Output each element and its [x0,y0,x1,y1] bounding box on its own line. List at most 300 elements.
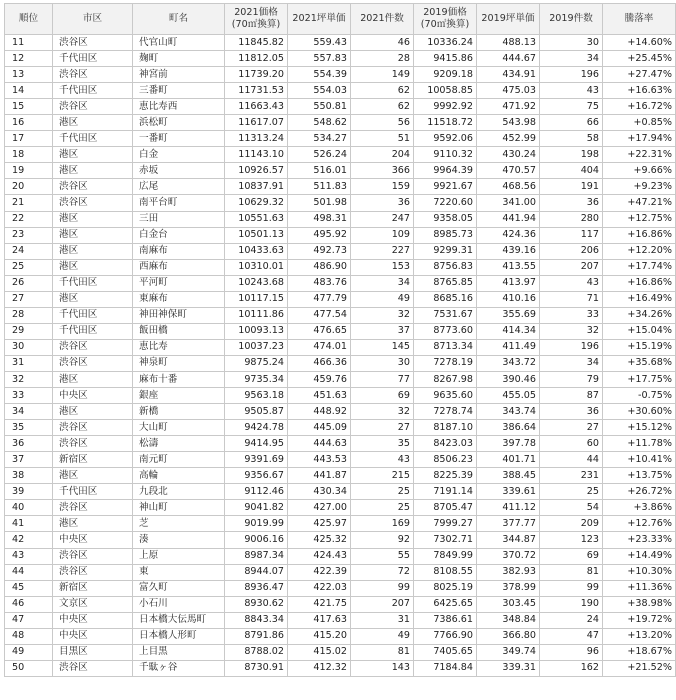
cell-count-2019: 36 [540,404,603,420]
table-body [5,35,676,677]
cell-change-rate: +16.72% [603,99,676,115]
cell-tsubo-2021: 425.97 [288,516,351,532]
cell-price-2019: 11518.72 [414,115,477,131]
cell-tsubo-2021: 511.83 [288,179,351,195]
cell-tsubo-2021: 422.03 [288,580,351,596]
cell-tsubo-2019: 343.72 [477,355,540,371]
table-row [5,420,676,436]
cell-count-2019: 54 [540,500,603,516]
cell-ward: 千代田区 [53,51,133,67]
cell-town: 浜松町 [133,115,225,131]
cell-ward: 千代田区 [53,275,133,291]
cell-rank: 39 [5,484,53,500]
cell-ward: 千代田区 [53,131,133,147]
cell-tsubo-2021: 534.27 [288,131,351,147]
cell-town: 白金 [133,147,225,163]
cell-price-2021: 9041.82 [225,500,288,516]
cell-count-2021: 28 [351,51,414,67]
cell-tsubo-2021: 443.53 [288,452,351,468]
cell-rank: 50 [5,660,53,676]
cell-rank: 37 [5,452,53,468]
cell-change-rate: +3.86% [603,500,676,516]
cell-town: 代官山町 [133,35,225,51]
cell-ward: 渋谷区 [53,436,133,452]
cell-change-rate: +14.60% [603,35,676,51]
cell-ward: 港区 [53,259,133,275]
cell-rank: 22 [5,211,53,227]
cell-ward: 中央区 [53,612,133,628]
column-header-label: 騰落率 [624,13,654,24]
column-header-rank [5,4,53,35]
cell-count-2021: 55 [351,548,414,564]
cell-change-rate: +12.76% [603,516,676,532]
cell-count-2019: 43 [540,83,603,99]
cell-price-2021: 10111.86 [225,307,288,323]
cell-town: 恵比寿西 [133,99,225,115]
cell-town: 恵比寿 [133,339,225,355]
cell-change-rate: +23.33% [603,532,676,548]
cell-price-2021: 8987.34 [225,548,288,564]
cell-price-2021: 11731.53 [225,83,288,99]
cell-count-2021: 247 [351,211,414,227]
cell-tsubo-2021: 451.63 [288,388,351,404]
cell-tsubo-2021: 483.76 [288,275,351,291]
table-row [5,307,676,323]
cell-price-2019: 7184.84 [414,660,477,676]
cell-count-2019: 231 [540,468,603,484]
cell-count-2019: 99 [540,580,603,596]
cell-tsubo-2019: 452.99 [477,131,540,147]
cell-count-2019: 43 [540,275,603,291]
cell-price-2019: 7405.65 [414,644,477,660]
cell-ward: 渋谷区 [53,660,133,676]
table-row [5,436,676,452]
cell-change-rate: +0.85% [603,115,676,131]
table-row [5,323,676,339]
cell-change-rate: +30.60% [603,404,676,420]
cell-change-rate: +12.75% [603,211,676,227]
column-header-label: 2021件数 [360,13,404,24]
cell-count-2021: 30 [351,355,414,371]
cell-count-2021: 159 [351,179,414,195]
cell-town: 上目黒 [133,644,225,660]
cell-ward: 中央区 [53,532,133,548]
cell-count-2021: 46 [351,35,414,51]
cell-tsubo-2021: 501.98 [288,195,351,211]
cell-count-2019: 75 [540,99,603,115]
cell-price-2021: 9424.78 [225,420,288,436]
table-row [5,452,676,468]
cell-ward: 渋谷区 [53,179,133,195]
cell-ward: 渋谷区 [53,195,133,211]
column-header-sublabel: (70㎡換算) [231,19,281,30]
cell-count-2021: 366 [351,163,414,179]
cell-town: 南麻布 [133,243,225,259]
cell-change-rate: +17.75% [603,371,676,387]
cell-town: 日本橋大伝馬町 [133,612,225,628]
cell-change-rate: +18.67% [603,644,676,660]
cell-change-rate: +13.75% [603,468,676,484]
cell-tsubo-2019: 410.16 [477,291,540,307]
table-row [5,147,676,163]
cell-count-2021: 25 [351,484,414,500]
table-row [5,227,676,243]
cell-town: 赤坂 [133,163,225,179]
cell-price-2021: 10926.57 [225,163,288,179]
cell-change-rate: +27.47% [603,67,676,83]
cell-town: 小石川 [133,596,225,612]
cell-price-2021: 11845.82 [225,35,288,51]
cell-town: 飯田橋 [133,323,225,339]
cell-count-2019: 33 [540,307,603,323]
cell-price-2019: 9415.86 [414,51,477,67]
cell-count-2019: 280 [540,211,603,227]
cell-tsubo-2021: 526.24 [288,147,351,163]
cell-count-2019: 44 [540,452,603,468]
cell-town: 九段北 [133,484,225,500]
column-header-change-rate [603,4,676,35]
cell-town: 神宮前 [133,67,225,83]
cell-price-2019: 8506.23 [414,452,477,468]
cell-price-2021: 9356.67 [225,468,288,484]
cell-count-2019: 196 [540,67,603,83]
cell-count-2021: 56 [351,115,414,131]
cell-price-2019: 8267.98 [414,371,477,387]
cell-price-2021: 9414.95 [225,436,288,452]
table-row [5,580,676,596]
cell-tsubo-2019: 455.05 [477,388,540,404]
cell-tsubo-2019: 341.00 [477,195,540,211]
cell-tsubo-2021: 425.32 [288,532,351,548]
cell-town: 神田神保町 [133,307,225,323]
column-header-price-2019 [414,4,477,35]
table-row [5,179,676,195]
cell-ward: 港区 [53,468,133,484]
cell-count-2019: 123 [540,532,603,548]
cell-count-2019: 27 [540,420,603,436]
cell-rank: 44 [5,564,53,580]
cell-change-rate: +17.74% [603,259,676,275]
cell-town: 平河町 [133,275,225,291]
cell-town: 千駄ヶ谷 [133,660,225,676]
cell-change-rate: +35.68% [603,355,676,371]
cell-rank: 11 [5,35,53,51]
column-header-label: 2021価格 [234,7,278,18]
cell-tsubo-2019: 343.74 [477,404,540,420]
cell-count-2019: 60 [540,436,603,452]
table-row [5,596,676,612]
cell-price-2019: 7220.60 [414,195,477,211]
cell-town: 三田 [133,211,225,227]
cell-change-rate: +21.52% [603,660,676,676]
cell-ward: 渋谷区 [53,548,133,564]
cell-tsubo-2021: 424.43 [288,548,351,564]
cell-tsubo-2021: 548.62 [288,115,351,131]
cell-count-2021: 207 [351,596,414,612]
cell-town: 日本橋人形町 [133,628,225,644]
cell-town: 神泉町 [133,355,225,371]
cell-price-2019: 9592.06 [414,131,477,147]
cell-tsubo-2021: 476.65 [288,323,351,339]
cell-count-2021: 43 [351,452,414,468]
table-row [5,339,676,355]
cell-town: 銀座 [133,388,225,404]
column-header-town [133,4,225,35]
cell-price-2019: 8765.85 [414,275,477,291]
cell-town: 大山町 [133,420,225,436]
cell-town: 広尾 [133,179,225,195]
cell-count-2021: 227 [351,243,414,259]
cell-count-2019: 96 [540,644,603,660]
cell-town: 神山町 [133,500,225,516]
cell-tsubo-2019: 390.46 [477,371,540,387]
cell-tsubo-2019: 470.57 [477,163,540,179]
cell-tsubo-2021: 441.87 [288,468,351,484]
cell-tsubo-2019: 430.24 [477,147,540,163]
cell-count-2021: 81 [351,644,414,660]
cell-tsubo-2021: 495.92 [288,227,351,243]
cell-price-2021: 10037.23 [225,339,288,355]
cell-ward: 港区 [53,227,133,243]
cell-ward: 港区 [53,404,133,420]
table-row [5,291,676,307]
cell-count-2021: 31 [351,612,414,628]
cell-ward: 渋谷区 [53,339,133,355]
cell-price-2019: 8713.34 [414,339,477,355]
cell-tsubo-2019: 348.84 [477,612,540,628]
cell-rank: 30 [5,339,53,355]
cell-price-2019: 8187.10 [414,420,477,436]
cell-price-2021: 9735.34 [225,371,288,387]
cell-tsubo-2019: 471.92 [477,99,540,115]
cell-count-2021: 37 [351,323,414,339]
cell-count-2021: 72 [351,564,414,580]
cell-tsubo-2021: 417.63 [288,612,351,628]
cell-rank: 21 [5,195,53,211]
cell-tsubo-2019: 439.16 [477,243,540,259]
cell-tsubo-2019: 434.91 [477,67,540,83]
table-row [5,371,676,387]
cell-change-rate: +15.04% [603,323,676,339]
cell-price-2021: 10629.32 [225,195,288,211]
cell-rank: 16 [5,115,53,131]
cell-town: 芝 [133,516,225,532]
cell-rank: 13 [5,67,53,83]
cell-tsubo-2021: 516.01 [288,163,351,179]
cell-change-rate: +16.86% [603,227,676,243]
cell-town: 新橋 [133,404,225,420]
cell-price-2019: 7386.61 [414,612,477,628]
cell-count-2021: 49 [351,291,414,307]
cell-price-2021: 8730.91 [225,660,288,676]
cell-town: 湊 [133,532,225,548]
cell-rank: 18 [5,147,53,163]
cell-price-2019: 8985.73 [414,227,477,243]
ranking-table [4,3,676,677]
cell-count-2019: 69 [540,548,603,564]
cell-price-2021: 10243.68 [225,275,288,291]
cell-count-2021: 34 [351,275,414,291]
cell-ward: 港区 [53,371,133,387]
cell-tsubo-2019: 411.12 [477,500,540,516]
cell-price-2019: 8423.03 [414,436,477,452]
cell-tsubo-2019: 303.45 [477,596,540,612]
cell-town: 麹町 [133,51,225,67]
cell-price-2019: 7999.27 [414,516,477,532]
cell-count-2019: 404 [540,163,603,179]
cell-change-rate: +15.19% [603,339,676,355]
table-row [5,355,676,371]
cell-change-rate: +19.72% [603,612,676,628]
cell-tsubo-2021: 550.81 [288,99,351,115]
cell-tsubo-2019: 411.49 [477,339,540,355]
cell-price-2021: 11143.10 [225,147,288,163]
cell-price-2021: 10310.01 [225,259,288,275]
cell-tsubo-2021: 448.92 [288,404,351,420]
cell-change-rate: +10.30% [603,564,676,580]
cell-tsubo-2021: 445.09 [288,420,351,436]
cell-tsubo-2019: 401.71 [477,452,540,468]
cell-tsubo-2021: 559.43 [288,35,351,51]
table-row [5,500,676,516]
cell-town: 富久町 [133,580,225,596]
cell-change-rate: +17.94% [603,131,676,147]
cell-tsubo-2021: 477.54 [288,307,351,323]
table-row [5,83,676,99]
cell-ward: 渋谷区 [53,420,133,436]
cell-price-2021: 10093.13 [225,323,288,339]
cell-tsubo-2021: 422.39 [288,564,351,580]
cell-tsubo-2021: 498.31 [288,211,351,227]
table-row [5,564,676,580]
cell-price-2021: 10551.63 [225,211,288,227]
cell-count-2021: 62 [351,99,414,115]
cell-rank: 29 [5,323,53,339]
column-header-sublabel: (70㎡換算) [420,19,470,30]
cell-count-2019: 30 [540,35,603,51]
cell-town: 一番町 [133,131,225,147]
cell-tsubo-2019: 413.97 [477,275,540,291]
cell-count-2019: 87 [540,388,603,404]
cell-price-2021: 11739.20 [225,67,288,83]
column-header-label: 2019坪単価 [481,13,535,24]
cell-ward: 港区 [53,516,133,532]
cell-rank: 46 [5,596,53,612]
cell-town: 麻布十番 [133,371,225,387]
cell-count-2019: 34 [540,51,603,67]
table-row [5,67,676,83]
cell-price-2019: 10058.85 [414,83,477,99]
cell-ward: 中央区 [53,628,133,644]
cell-price-2019: 9110.32 [414,147,477,163]
cell-rank: 33 [5,388,53,404]
cell-ward: 港区 [53,115,133,131]
cell-tsubo-2021: 492.73 [288,243,351,259]
cell-tsubo-2019: 339.61 [477,484,540,500]
cell-change-rate: +16.63% [603,83,676,99]
cell-price-2021: 8930.62 [225,596,288,612]
cell-tsubo-2021: 477.79 [288,291,351,307]
cell-town: 高輪 [133,468,225,484]
cell-town: 西麻布 [133,259,225,275]
cell-rank: 24 [5,243,53,259]
table-row [5,660,676,676]
cell-count-2019: 32 [540,323,603,339]
table-row [5,99,676,115]
cell-price-2021: 9505.87 [225,404,288,420]
cell-price-2021: 9019.99 [225,516,288,532]
cell-count-2019: 191 [540,179,603,195]
cell-count-2019: 209 [540,516,603,532]
cell-price-2019: 7278.19 [414,355,477,371]
cell-tsubo-2019: 349.74 [477,644,540,660]
cell-price-2021: 9391.69 [225,452,288,468]
column-header-ward [53,4,133,35]
column-header-label: 町名 [168,13,189,24]
cell-ward: 中央区 [53,388,133,404]
cell-count-2021: 92 [351,532,414,548]
cell-price-2021: 9006.16 [225,532,288,548]
column-header-label: 順位 [18,13,39,24]
cell-ward: 新宿区 [53,580,133,596]
cell-count-2019: 24 [540,612,603,628]
cell-town: 上原 [133,548,225,564]
cell-rank: 43 [5,548,53,564]
cell-tsubo-2019: 468.56 [477,179,540,195]
column-header-count-2019 [540,4,603,35]
cell-tsubo-2021: 427.00 [288,500,351,516]
cell-count-2021: 169 [351,516,414,532]
cell-rank: 41 [5,516,53,532]
cell-rank: 12 [5,51,53,67]
cell-ward: 渋谷区 [53,500,133,516]
cell-price-2019: 7531.67 [414,307,477,323]
table-row [5,468,676,484]
cell-rank: 26 [5,275,53,291]
cell-price-2019: 9635.60 [414,388,477,404]
cell-change-rate: +14.49% [603,548,676,564]
cell-tsubo-2021: 415.02 [288,644,351,660]
table-row [5,195,676,211]
cell-price-2019: 9921.67 [414,179,477,195]
cell-rank: 27 [5,291,53,307]
cell-count-2021: 77 [351,371,414,387]
table-row [5,211,676,227]
cell-town: 南平台町 [133,195,225,211]
table-row [5,35,676,51]
column-header-label: 2019件数 [549,13,593,24]
cell-price-2019: 7191.14 [414,484,477,500]
cell-count-2021: 27 [351,420,414,436]
cell-price-2019: 9964.39 [414,163,477,179]
column-header-count-2021 [351,4,414,35]
cell-price-2021: 10117.15 [225,291,288,307]
cell-change-rate: +38.98% [603,596,676,612]
cell-tsubo-2019: 377.77 [477,516,540,532]
cell-change-rate: +16.86% [603,275,676,291]
table-row [5,644,676,660]
cell-tsubo-2019: 355.69 [477,307,540,323]
cell-tsubo-2019: 382.93 [477,564,540,580]
cell-town: 白金台 [133,227,225,243]
cell-ward: 港区 [53,243,133,259]
cell-price-2019: 8773.60 [414,323,477,339]
cell-tsubo-2021: 486.90 [288,259,351,275]
cell-count-2019: 58 [540,131,603,147]
cell-count-2021: 32 [351,404,414,420]
column-header-price-2021 [225,4,288,35]
cell-count-2019: 36 [540,195,603,211]
